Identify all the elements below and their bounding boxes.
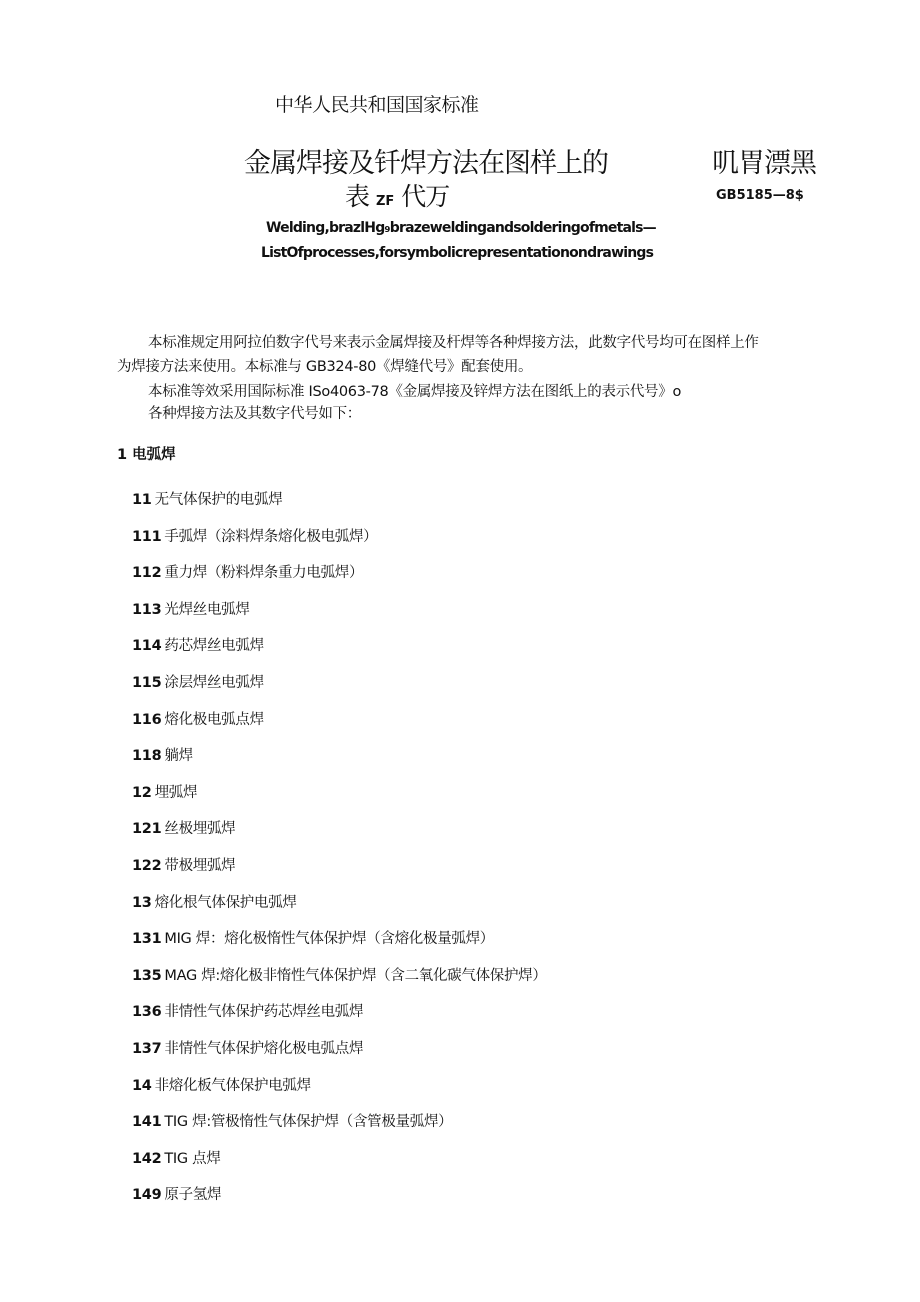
list-item-code: 122: [132, 858, 162, 874]
section-title: 电弧焊: [132, 447, 176, 463]
list-item-text: TIG 焊:管极惰性气体保护焊（含管极量弧焊）: [164, 1114, 453, 1131]
intro-paragraph-1-line1: 本标准规定用阿拉伯数字代号来表示金属焊接及杆焊等各种焊接方法，此数字代号均可在图样上作: [148, 335, 759, 351]
list-item-text: 药芯焊丝电弧焊: [164, 638, 264, 655]
list-item-code: 136: [132, 1004, 162, 1021]
list-item-code: 135: [132, 967, 162, 984]
list-item-text: 带极埋弧焊: [164, 858, 236, 874]
list-item: [132, 525, 377, 546]
section-heading: [117, 443, 176, 464]
list-item-code: 116: [132, 711, 162, 728]
list-item-text: 无气体保护的电弧焊: [154, 492, 283, 508]
list-item: [132, 1110, 452, 1131]
list-item: [132, 598, 250, 619]
list-item: [132, 1037, 363, 1058]
list-item-code: 11: [132, 492, 152, 508]
list-item-code: 114: [132, 638, 162, 655]
english-title-line2: ListOfprocesses,forsymbolicrepresentationondrawings: [261, 245, 654, 261]
list-item: [132, 708, 264, 729]
list-item-code: 137: [132, 1041, 162, 1057]
list-item-text: 非情性气体保护药芯焊丝电弧焊: [164, 1004, 364, 1021]
list-item-code: 111: [132, 528, 162, 545]
list-item: [132, 561, 363, 582]
document-title-line1: 金属焊接及钎焊方法在图样上的: [244, 148, 608, 179]
intro-paragraph-2: 本标准等效采用国际标准 ISo4063-78《金属焊接及锌焊方法在图纸上的表示代号》o: [148, 384, 682, 400]
list-item-code: 121: [132, 821, 162, 838]
list-item-text: 手弧焊（涂料焊条熔化极电弧焊）: [164, 528, 378, 545]
list-item-text: 原子氢焊: [164, 1187, 222, 1204]
list-item-text: 丝极埋弧焊: [164, 821, 236, 838]
document-title-line2: [345, 177, 449, 213]
list-item-code: 112: [132, 565, 162, 582]
section-number: 1: [117, 447, 128, 463]
list-item: [132, 1000, 363, 1021]
english-title-line1: Welding,brazlHg₉brazeweldingandsolderingofmetals—: [266, 220, 656, 236]
list-item: [132, 634, 264, 655]
list-item: [132, 1183, 221, 1204]
standard-org-header: 中华人民共和国国家标准: [275, 94, 479, 116]
list-item-text: 埋弧焊: [154, 784, 198, 801]
intro-paragraph-1-line2: 为焊接方法来使用。本标准与 GB324-80《焊缝代号》配套使用。: [117, 359, 533, 375]
list-item: [132, 1074, 311, 1095]
list-item-code: 118: [132, 748, 162, 765]
list-item-text: 熔化根气体保护电弧焊: [154, 894, 297, 911]
list-item-code: 142: [132, 1150, 162, 1167]
list-item: [132, 927, 494, 948]
list-item: [132, 488, 282, 509]
list-item-code: 113: [132, 601, 162, 618]
list-item-code: 14: [132, 1077, 152, 1094]
list-item: [132, 744, 193, 765]
list-item-text: MIG 焊：熔化极惰性气体保护焊（含熔化极量弧焊）: [164, 931, 495, 948]
list-item-text: 重力焊（粉料焊条重力电弧焊）: [164, 565, 364, 582]
list-item: [132, 891, 297, 912]
list-item: [132, 964, 547, 985]
list-item-text: TIG 点焊: [164, 1150, 221, 1167]
list-item-code: 115: [132, 675, 162, 691]
list-item-text: 非情性气体保护熔化极电弧点焊: [164, 1041, 364, 1057]
title-line2-part-a: 表: [345, 182, 370, 211]
list-item-text: 涂层焊丝电弧焊: [164, 675, 264, 691]
title-line2-part-b: ZF: [375, 194, 395, 209]
list-item-text: 光焊丝电弧焊: [164, 601, 250, 618]
list-item-code: 13: [132, 894, 152, 911]
intro-paragraph-3: 各种焊接方法及其数字代号如下：: [148, 406, 361, 422]
list-item: [132, 671, 264, 692]
list-item-text: 熔化极电弧点焊: [164, 711, 264, 728]
list-item-text: 躺焊: [164, 748, 193, 765]
standard-code: GB5185—8$: [716, 188, 804, 203]
title-right-text: 叽胃漂黑: [712, 148, 816, 179]
list-item: [132, 854, 235, 875]
list-item: [132, 1147, 221, 1168]
list-item-code: 131: [132, 931, 162, 948]
list-item-code: 12: [132, 784, 152, 801]
list-item: [132, 781, 197, 802]
list-item-text: MAG 焊:熔化极非惰性气体保护焊（含二氧化碳气体保护焊）: [164, 967, 547, 984]
list-item-code: 149: [132, 1187, 162, 1204]
title-line2-part-c: 代万: [401, 182, 450, 211]
list-item-code: 141: [132, 1114, 162, 1131]
list-item-text: 非熔化板气体保护电弧焊: [154, 1077, 311, 1094]
list-item: [132, 817, 235, 838]
